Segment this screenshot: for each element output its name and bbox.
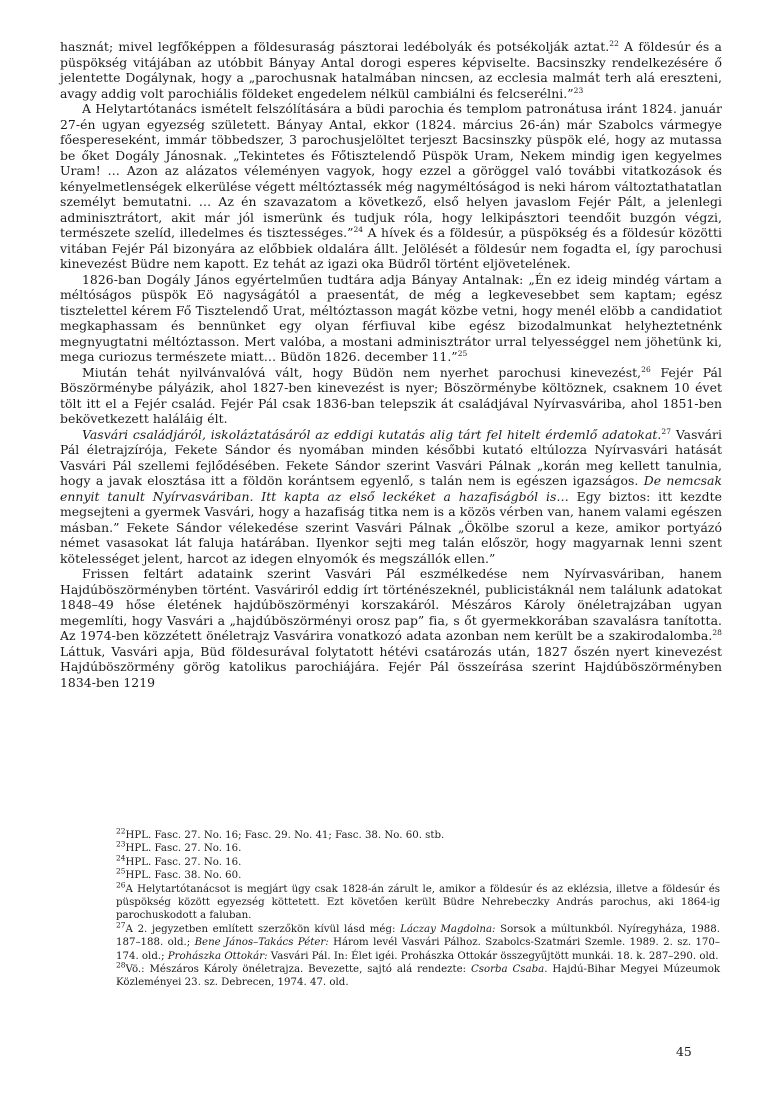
text-run: A földesúr és a püspökség vitájában az utóbbit Bányay Antal dorogi esperes képviselte. Bacsinszky rendelkezésére ő jelentette Dogálynak, hogy a „parochusnak hatalmában nincsen, az ecclesia malmát terh alá ereszteni, avagy addig volt parochiális földeket engedelem nélkül cambiálni és felcserélni.” — [60, 39, 722, 101]
note-reference: 26 — [116, 880, 126, 890]
text-run: A hívek és a földesúr, a püspökség és a földesúr közötti vitában Fejér Pál bizonyára az előbbiek oldalára állt. Jelölését a földesúr nem fogadta el, így parochusi kinevezést Büdre nem kapott. Ez tehát az igazi oka Büdről történt eljövetelének. — [60, 225, 722, 271]
text-run: HPL. Fasc. 27. No. 16. — [125, 843, 242, 855]
text-run: HPL. Fasc. 27. No. 16. — [125, 856, 242, 868]
footnote — [116, 826, 720, 842]
text-run: Láttuk, Vasvári apja, Büd földesurával folytatott hétévi csatározás után, 1827 őszén nyert kinevezést Hajdúböszörmény görög katolikus parochiájára. Fejér Pál összeírása szerint Hajdúböszörményben 1834-ben 1219 — [60, 643, 722, 690]
paragraph — [60, 272, 722, 365]
note-reference: 25 — [457, 348, 468, 358]
text-run: … Egy biztos: itt kezdte megsejteni a gyermek Vasvári, hogy a hazafiság titka nem is a közös vérben van, hanem valami egészen másban.” Fekete Sándor vélekedése szerint Vasvári Pálnak „Ökölbe szorul a keze, amikor portyázó német vasasokat lát falujа határában. Ilyenkor sejti meg talán először, hogy magyarnak lenni szent kötelességet jelent, harcot az idegen elnyomók és megszállók ellen.” — [60, 488, 722, 566]
note-reference: 28 — [712, 627, 722, 637]
footnote — [116, 960, 721, 990]
footnote — [116, 920, 720, 963]
note-reference: 24 — [353, 224, 364, 234]
note-reference: 24 — [116, 853, 126, 863]
page-number: 45 — [676, 1044, 692, 1059]
paragraph — [60, 365, 722, 427]
italic-text: Vasvári családjáról, iskoláztatásáról az eddigi kutatás alig tárt fel hitelt érdemlő adatokat. — [82, 426, 662, 442]
text-run: HPL. Fasc. 27. No. 16; Fasc. 29. No. 41; Fasc. 38. No. 60. stb. — [125, 830, 445, 841]
note-reference: 22 — [609, 38, 619, 48]
note-reference: 28 — [116, 960, 126, 970]
text-run: A Helytartótanácsot is megjárt ügy csak 1828-án zárult le, amikor a földesúr és az eklézsia, illetve a földesúr és püspökség között egyezség köttetett. Ezt követően került Büdre Nehrebeczky András parochus, aki 1864-ig parochuskodott a faluban. — [116, 883, 720, 922]
note-reference: 25 — [116, 866, 126, 876]
text-run: hasznát; mivel legfőképpen a földesuraság pásztorai ledébolyák és potsékolják aztat. — [60, 39, 610, 54]
text-run: Fejér Pál Böszörménybe pályázik, ahol 1827-ben kinevezést is nyer; Böszörménybe költöznek, csaknem 10 évet tölt itt el a Fejér család. Fejér Pál csak 1836-ban telepszik át családjával Nyírvasváriba, ahol 1851-ben bekövetkezett haláláig élt. — [60, 364, 722, 426]
text-run: A Helytartótanács ismételt felszólítására a büdi parochia és templom patronátusa iránt 1824. január 27-én ugyan egyezség született. Bányay Antal, ekkor (1824. március 26-án) már Szabolcs vármegye főespereseként, immár többedszer, 3 parochusjelöltet terjeszt Bacsinszky püspök elé, hogy az mutassa be őket Dogály Jánosnak. „Tekintetes és Főtisztelendő Püspök Uram, Nekem mindig igen kegyelmes Uram! … Azon az alázatos véleményen vagyok, hogy ezzel a göröggel való további vitatkozások és kényelmetlenségek elkerülése végett méltóztassék még nagyméltóságod is neki három változtathatatlan személyt bemutatni. … Az én szavazatom a következő, első helyen javaslom Fejér Pált, a jelenlegi adminisztrátort, akit már jól ismerünk és tudjuk róla, hogy lelkipásztori teendőit buzgón végzi, természete szelíd, illedelmes és tisztességes.” — [60, 101, 723, 240]
footnote — [116, 866, 720, 882]
text-run: Miután tehát nyilvánvalóvá vált, hogy Büdön nem nyerhet parochusi kinevezést, — [82, 364, 642, 380]
note-reference: 27 — [116, 920, 126, 930]
italic-text: Csorba Csaba. — [470, 964, 548, 976]
text-run: Vasvári Pál életrajzírója, Fekete Sándor és nyomában minden későbbi kutató eltúlozza Nyírvasvári hatását Vasvári Pál szellemi fejlődésében. Fekete Sándor szerint Vasvári Pálnak „korán meg kellett tanulnia, hogy a javak elosztása itt a földön korántsem egyenlő, s talán nem is egészen igazságos. — [60, 426, 722, 488]
footnote — [116, 853, 720, 869]
body-text — [60, 39, 722, 690]
paragraph — [60, 427, 722, 567]
footnote — [116, 842, 720, 855]
text-run: Vasvári Pál. In: Élet igéi. Prohászka Ottokár összegyűjtött munkái. 18. k. 287–290. old. — [267, 950, 719, 962]
text-run: Frissen feltárt adataink szerint Vasvári Pál eszmélkedése nem Nyírvasváriban, hanem Hajdúböszörményben történt. Vasváriról eddig írt történészeknél, publicistáknál nem találunk adatokat 1848–49 hőse életének hajdúböszörményi korszakáról. Mészáros Károly önéletrajzában ugyan megemlíti, hogy Vasvári a „hajdúböszörményi orosz pap” fia, s őt gyermekkorában szavalásra tanította. Az 1974-ben közzétett önéletrajz Vasvárira vonatkozó adata azonban nem került be a szakirodalomba. — [60, 566, 722, 643]
text-run: HPL. Fasc. 38. No. 60. — [125, 870, 242, 882]
text-run: Sorsok a múltunkból. Nyíregyháza, 1988. 187–188. old.; — [116, 923, 720, 949]
italic-text: Prohászka Ottokár: — [167, 950, 268, 962]
paragraph — [60, 101, 722, 272]
paragraph — [60, 39, 722, 101]
text-run: 1826-ban Dogály János egyértelműen tudtára adja Bányay Antalnak: „Én ez ideig mindég vártam a méltóságos püspök Eö nagyságától a praesentát, de még a legkevesebbet sem kaptam; egész tisztelettel kérem Fő Tisztelendő Urat, méltóztasson magát közbe vetni, hogy menél elöbb a candidatiot megkaphassam és bennünket egy olyan férfiuval kibe egész bizodalmunkat helyheztetnénk megnyugtatni méltóztasson. Mert valóba, a mostani adminisztrátor urral telyességgel nem jöhetünk ki, mega curiozus természete miatt… Büdön 1826. december 11.” — [60, 271, 722, 364]
note-reference: 23 — [573, 85, 584, 95]
text-run: A 2. jegyzetben említett szerzőkön kívül lásd még: — [125, 923, 401, 935]
italic-text: De nemcsak ennyit tanult Nyírvasváriban. Itt kapta az első leckéket a hazafiságból is — [60, 473, 722, 504]
italic-text: Bene János–Takács Péter: — [194, 937, 329, 949]
footnote — [116, 880, 720, 923]
paragraph — [60, 566, 722, 690]
footnotes — [116, 826, 721, 990]
text-run: Három levél Vasvári Pálhoz. Szabolcs-Szatmári Szemle. 1989. 2. sz. 170–174. old.; — [116, 937, 720, 962]
note-reference: 22 — [116, 826, 126, 836]
note-reference: 26 — [641, 364, 651, 374]
italic-text: Láczay Magdolna: — [400, 923, 496, 935]
note-reference: 23 — [116, 840, 126, 850]
text-run: Vö.: Mészáros Károly önéletrajza. Bevezette, sajtó alá rendezte: — [125, 964, 471, 976]
note-reference: 27 — [661, 426, 672, 436]
text-run: Hajdú-Bihar Megyei Múzeumok Közleményei 23. sz. Debrecen, 1974. 47. old. — [116, 964, 721, 989]
